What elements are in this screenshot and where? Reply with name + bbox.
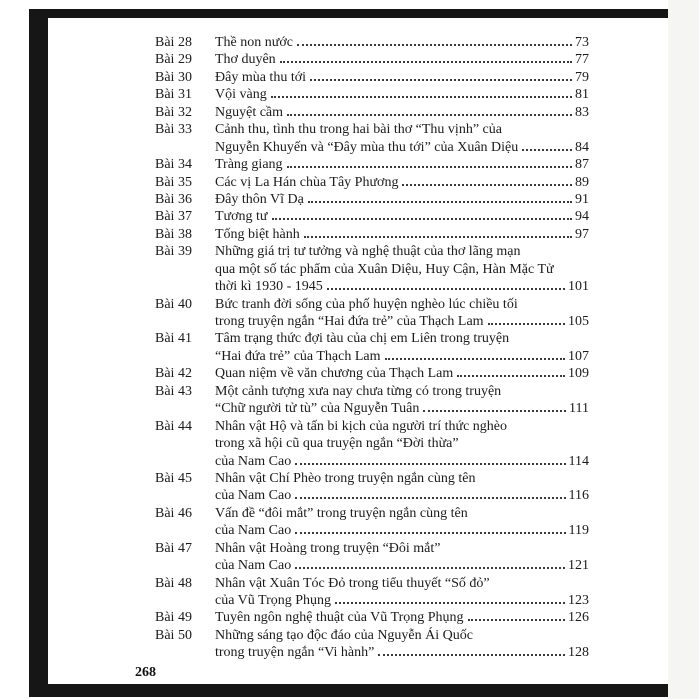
dot-leader: [327, 284, 565, 290]
toc-entry-line: [215, 470, 589, 487]
page-bottom-edge-shadow: [29, 684, 668, 697]
toc-entry-label: Bài 42: [155, 366, 192, 382]
dot-leader: [522, 145, 572, 151]
toc-entry-title: Vấn đề “đôi mắt” trong truyện ngắn cùng tên: [215, 505, 468, 521]
toc-row: [155, 470, 589, 487]
dot-leader: [304, 232, 572, 238]
toc-row: [155, 644, 589, 661]
toc-row: [155, 139, 589, 156]
toc-entry-line: [215, 156, 589, 173]
toc-row: [155, 557, 589, 574]
toc-entry-line: [215, 540, 589, 557]
toc-entry-label: Bài 46: [155, 505, 192, 521]
toc-row: [155, 522, 589, 539]
toc-row: [155, 69, 589, 86]
dot-leader: [295, 563, 565, 569]
toc-entry-label: Bài 47: [155, 540, 192, 556]
toc-row: [155, 104, 589, 121]
dot-leader: [287, 110, 572, 116]
toc-entry-line: [215, 313, 589, 330]
toc-entry-page-number: 81: [575, 87, 589, 103]
toc-entry-line: [215, 86, 589, 103]
toc-row: [155, 505, 589, 522]
dot-leader: [310, 75, 572, 81]
dot-leader: [335, 598, 565, 604]
dot-leader: [271, 92, 572, 98]
toc-entry-line: [215, 400, 589, 417]
toc-row: [155, 453, 589, 470]
toc-row: [155, 156, 589, 173]
toc-entry-title: “Chữ người tử tù” của Nguyễn Tuân: [215, 401, 420, 417]
toc-row: [155, 592, 589, 609]
toc-entry-label: Bài 50: [155, 627, 192, 643]
toc-row: [155, 435, 589, 452]
dot-leader: [280, 57, 572, 63]
toc-entry-title: Nhân vật Hoàng trong truyện “Đôi mắt”: [215, 540, 441, 556]
toc-row: [155, 609, 589, 626]
toc-row: [155, 296, 589, 313]
toc-entry-line: [215, 69, 589, 86]
toc-entry-page-number: 73: [575, 35, 589, 50]
toc-entry-title: Cảnh thu, tình thu trong hai bài thơ “Thu vịnh” của: [215, 122, 502, 138]
toc-entry-line: [215, 34, 589, 51]
toc-entry-title: Tràng giang: [215, 157, 283, 173]
toc-row: [155, 540, 589, 557]
toc-entry-label: Bài 43: [155, 383, 192, 399]
toc-entry-line: [215, 435, 589, 452]
toc-entry-line: [215, 609, 589, 626]
toc-row: [155, 34, 589, 51]
toc-entry-page-number: 84: [575, 139, 589, 155]
page-right-margin-shade: [668, 0, 699, 699]
toc-row: [155, 575, 589, 592]
toc-entry-title: của Nam Cao: [215, 558, 292, 574]
toc-entry-page-number: 77: [575, 52, 589, 68]
toc-row: [155, 121, 589, 138]
toc-row: [155, 383, 589, 400]
toc-entry-title: Tuyên ngôn nghệ thuật của Vũ Trọng Phụng: [215, 610, 464, 626]
toc-entry-label: Bài 41: [155, 331, 192, 347]
toc-row: [155, 51, 589, 68]
toc-list: [155, 34, 589, 662]
toc-entry-label: Bài 36: [155, 191, 192, 207]
toc-entry-title: Nhân vật Hộ và tấn bi kịch của người trí thức nghèo: [215, 418, 508, 434]
toc-entry-title: Đây thôn Vĩ Dạ: [215, 191, 304, 207]
toc-entry-title: của Vũ Trọng Phụng: [215, 593, 332, 608]
toc-entry-title: Quan niệm về văn chương của Thạch Lam: [215, 366, 454, 382]
toc-entry-label: Bài 40: [155, 296, 192, 312]
toc-entry-line: [215, 226, 589, 243]
toc-entry-page-number: 123: [568, 593, 589, 608]
page-number-footer: 268: [135, 665, 156, 680]
toc-entry-line: [215, 644, 589, 661]
toc-entry-page-number: 105: [568, 314, 589, 329]
toc-entry-title: Bức tranh đời sống của phố huyện nghèo lúc chiều tối: [215, 296, 518, 312]
toc-entry-page-number: 109: [568, 366, 589, 382]
toc-entry-line: [215, 365, 589, 382]
toc-entry-label: Bài 33: [155, 122, 192, 138]
toc-entry-title: Nhân vật Xuân Tóc Đỏ trong tiểu thuyết “Số đỏ”: [215, 575, 490, 591]
dot-leader: [295, 528, 565, 534]
toc-entry-label: Bài 30: [155, 69, 192, 85]
toc-entry-label: Bài 32: [155, 104, 192, 120]
toc-entry-page-number: 83: [575, 104, 589, 120]
dot-leader: [468, 615, 565, 621]
book-spine-shadow: [29, 9, 48, 693]
toc-entry-line: [215, 261, 589, 278]
toc-entry-line: [215, 418, 589, 435]
toc-entry-page-number: 107: [568, 348, 589, 364]
toc-entry-line: [215, 557, 589, 574]
toc-row: [155, 400, 589, 417]
toc-entry-title: Tương tư: [215, 209, 268, 225]
toc-entry-page-number: 89: [575, 174, 589, 190]
toc-row: [155, 330, 589, 347]
dot-leader: [488, 319, 565, 325]
toc-entry-title: Nhân vật Chí Phèo trong truyện ngắn cùng tên: [215, 470, 476, 486]
toc-entry-title: Một cảnh tượng xưa nay chưa từng có trong truyện: [215, 383, 502, 399]
toc-entry-page-number: 94: [575, 209, 589, 225]
toc-entry-title: của Nam Cao: [215, 523, 292, 539]
toc-entry-title: Vội vàng: [215, 87, 267, 103]
dot-leader: [385, 354, 565, 360]
toc-entry-title: trong truyện ngắn “Hai đứa trẻ” của Thạch Lam: [215, 314, 484, 329]
toc-entry-line: [215, 348, 589, 365]
toc-entry-label: Bài 38: [155, 226, 192, 242]
toc-entry-title: Tâm trạng thức đợi tàu của chị em Liên trong truyện: [215, 331, 510, 347]
dot-leader: [287, 162, 572, 168]
toc-row: [155, 191, 589, 208]
toc-row: [155, 278, 589, 295]
dot-leader: [457, 371, 565, 377]
toc-entry-line: [215, 522, 589, 539]
toc-entry-page-number: 97: [575, 226, 589, 242]
toc-entry-line: [215, 191, 589, 208]
toc-entry-line: [215, 278, 589, 295]
toc-entry-title: Các vị La Hán chùa Tây Phương: [215, 174, 399, 190]
dot-leader: [297, 40, 572, 46]
dot-leader: [402, 180, 572, 186]
toc-entry-label: Bài 49: [155, 610, 192, 626]
toc-entry-page-number: 79: [575, 69, 589, 85]
toc-row: [155, 226, 589, 243]
dot-leader: [378, 650, 565, 656]
toc-entry-page-number: 128: [568, 645, 589, 661]
toc-entry-title: qua một số tác phẩm của Xuân Diệu, Huy Cận, Hàn Mặc Tử: [215, 261, 554, 277]
toc-entry-line: [215, 592, 589, 609]
toc-row: [155, 174, 589, 191]
toc-entry-line: [215, 174, 589, 191]
toc-entry-page-number: 121: [568, 558, 589, 574]
toc-entry-page-number: 111: [569, 401, 589, 417]
toc-row: [155, 627, 589, 644]
toc-entry-label: Bài 37: [155, 209, 192, 225]
toc-entry-title: của Nam Cao: [215, 453, 292, 469]
toc-entry-line: [215, 51, 589, 68]
dot-leader: [423, 406, 566, 412]
toc-entry-label: Bài 28: [155, 35, 192, 50]
toc-row: [155, 86, 589, 103]
toc-entry-label: Bài 44: [155, 418, 192, 434]
toc-entry-title: Đây mùa thu tới: [215, 69, 306, 85]
toc-entry-title: Những giá trị tư tưởng và nghệ thuật của thơ lãng mạn: [215, 244, 521, 260]
toc-entry-line: [215, 208, 589, 225]
toc-entry-title: Tống biệt hành: [215, 226, 300, 242]
toc-entry-line: [215, 487, 589, 504]
toc-entry-title: Nguyệt cầm: [215, 104, 284, 120]
toc-entry-label: Bài 29: [155, 52, 192, 68]
toc-entry-label: Bài 45: [155, 470, 192, 486]
toc-row: [155, 487, 589, 504]
toc-entry-title: trong xã hội cũ qua truyện ngắn “Đời thừa”: [215, 436, 459, 452]
dot-leader: [308, 197, 572, 203]
toc-entry-title: của Nam Cao: [215, 488, 292, 504]
toc-row: [155, 348, 589, 365]
toc-row: [155, 243, 589, 260]
toc-entry-line: [215, 627, 589, 644]
toc-entry-line: [215, 243, 589, 260]
toc-entry-line: [215, 505, 589, 522]
toc-entry-line: [215, 575, 589, 592]
toc-row: [155, 418, 589, 435]
toc-entry-page-number: 114: [568, 453, 589, 469]
toc-entry-title: Nguyễn Khuyến và “Đây mùa thu tới” của Xuân Diệu: [215, 139, 519, 155]
toc-row: [155, 313, 589, 330]
toc-entry-title: “Hai đứa trẻ” của Thạch Lam: [215, 348, 381, 364]
dot-leader: [295, 493, 565, 499]
toc-entry-title: Thơ duyên: [215, 52, 276, 68]
toc-entry-page-number: 101: [568, 279, 589, 295]
toc-entry-page-number: 119: [568, 523, 589, 539]
dot-leader: [272, 214, 572, 220]
toc-entry-line: [215, 104, 589, 121]
toc-entry-title: thời kì 1930 - 1945: [215, 279, 323, 295]
toc-entry-page-number: 91: [575, 191, 589, 207]
toc-entry-line: [215, 453, 589, 470]
toc-entry-title: Những sáng tạo độc đáo của Nguyễn Ái Quốc: [215, 627, 473, 643]
toc-entry-line: [215, 330, 589, 347]
toc-row: [155, 365, 589, 382]
toc-entry-label: Bài 31: [155, 87, 192, 103]
toc-entry-label: Bài 39: [155, 244, 192, 260]
page-top-edge-shadow: [29, 9, 668, 18]
toc-row: [155, 261, 589, 278]
toc-entry-page-number: 116: [568, 488, 589, 504]
toc-entry-line: [215, 296, 589, 313]
toc-entry-line: [215, 121, 589, 138]
toc-entry-line: [215, 139, 589, 156]
toc-entry-label: Bài 34: [155, 157, 192, 173]
toc-entry-title: Thề non nước: [215, 35, 293, 50]
toc-row: [155, 208, 589, 225]
toc-entry-label: Bài 35: [155, 174, 192, 190]
toc-entry-line: [215, 383, 589, 400]
toc-entry-page-number: 87: [575, 157, 589, 173]
toc-entry-label: Bài 48: [155, 575, 192, 591]
dot-leader: [295, 459, 565, 465]
toc-entry-page-number: 126: [568, 610, 589, 626]
toc-entry-title: trong truyện ngắn “Vi hành”: [215, 645, 375, 661]
